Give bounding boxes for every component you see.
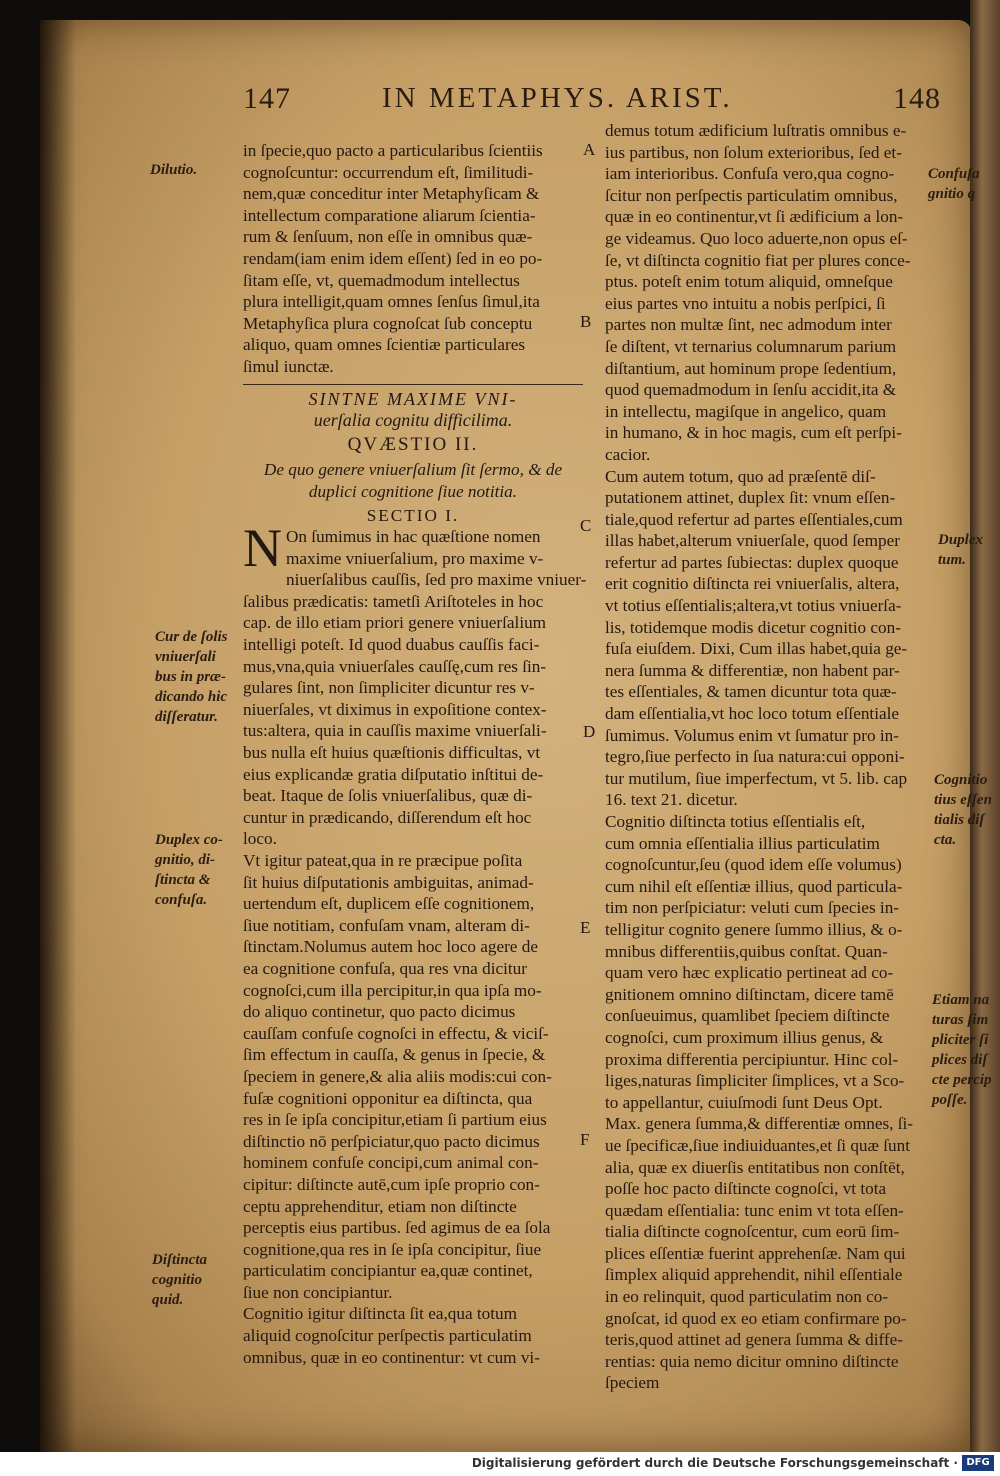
marginal-gloss-right-2 <box>938 530 983 570</box>
gloss-line: dicando hic <box>155 689 228 705</box>
page-number-left: 147 <box>243 82 291 115</box>
text-line: eius explicandæ gratia diſputatio inſtitui de- <box>243 764 544 784</box>
left-column-opening <box>243 140 583 378</box>
text-line: tialia diſtincte cognoſcentur, cum eorū ſim- <box>605 1222 900 1242</box>
text-line: niuerſalibus cauſſis, ſed pro maxime vniuer- <box>286 570 587 590</box>
text-line: partes non multæ ſint, nec admodum inter <box>605 315 892 335</box>
question-title-line1: SINTNE MAXIME VNI- <box>308 388 518 409</box>
text-line: ue ſpecificæ,ſiue indiuiduantes,et ſi quæ ſunt <box>605 1135 911 1155</box>
initial-line: maxime vniuerſalium, pro maxime v- <box>286 548 544 568</box>
text-line: putationem attinet, duplex ſit: vnum eſſen- <box>605 488 896 508</box>
gloss-line: poſſe. <box>932 1092 968 1108</box>
text-line: cap. de illo etiam priori genere vniuerſalium <box>243 613 547 633</box>
gloss-line: ſtincta & <box>155 872 211 888</box>
text-line: telligitur cognito genere ſummo illius, & o- <box>605 919 903 939</box>
gloss-line: confuſa. <box>155 892 208 908</box>
gloss-line: Diſtincta <box>152 1252 207 1268</box>
text-line: cipitur: diſtincte autē,cum ipſe proprio con- <box>243 1174 540 1194</box>
section-marker-e: E <box>580 918 591 937</box>
text-line: gnitionem omnino diſtinctam, dicere tamē <box>605 984 894 1004</box>
text-line: proxima differentia percipiuntur. Hinc col- <box>605 1049 899 1069</box>
gloss-line: Duplex <box>938 532 983 548</box>
text-line: plices eſſentiæ fuerint apprehenſæ. Nam qui <box>605 1243 906 1263</box>
text-line: mus,vna,quia vniuerſales cauſſę,cum res ſin- <box>243 656 547 676</box>
text-line: tus:altera, quia in cauſſis maxime vniuerſali- <box>243 721 547 741</box>
text-line: ius partibus, non ſolum exterioribus, ſed et- <box>605 142 902 162</box>
gloss-line: tum. <box>938 552 966 568</box>
text-line: alia, quæ ex diuerſis entitatibus non conſtēt, <box>605 1157 905 1177</box>
text-line: cognitione,qua res in ſe ipſa concipitur, ſiue <box>243 1239 542 1259</box>
text-line: Max. genera ſumma,& differentiæ omnes, ſi- <box>605 1114 914 1134</box>
text-line: diſtantium, aut hominum prope ſedentium, <box>605 358 897 378</box>
section-marker-f: F <box>580 1130 590 1149</box>
gloss-line: cta. <box>934 832 957 848</box>
text-line: fuſæ cognitioni opponitur ea diſtincta, qua <box>243 1088 533 1108</box>
text-line: perceptis eius partibus. ſed agimus de ea ſola <box>243 1218 551 1238</box>
text-line: hominem confuſe concipi,cum animal con- <box>243 1153 539 1173</box>
gloss-line: turas ſim <box>932 1012 989 1028</box>
marginal-gloss-right-4 <box>932 990 992 1110</box>
section-marker-a: A <box>583 140 596 159</box>
text-line: aliquid cognoſcitur perſpectis particulatim <box>243 1326 532 1346</box>
text-line: cognoſcuntur: occurrendum eſt, ſimilitudi- <box>243 162 534 182</box>
section-marker-c: C <box>580 516 592 535</box>
gloss-line: tius eſſen <box>934 792 992 808</box>
text-line: in intellectu, magiſque in angelico, quam <box>605 401 887 421</box>
text-line: to appellantur, cuiuſmodi ſunt Deus Opt. <box>605 1092 883 1112</box>
marginal-gloss-left-4 <box>152 1250 207 1310</box>
text-line: refertur ad partes ſubiectas: duplex quoque <box>605 552 899 572</box>
text-line: in eo relinquit, quod particulatim non co- <box>605 1287 889 1307</box>
text-line: Cum autem totum, quo ad præſentē diſ- <box>605 466 876 486</box>
question-title-line2: uerſalia cognitu difficilima. <box>313 410 513 431</box>
text-line: intelligi poteſt. Id quod duabus cauſſis faci- <box>243 635 540 655</box>
text-line: tur mutilum, ſiue imperfectum, vt 5. lib. cap <box>605 768 908 788</box>
gloss-line: bus in præ- <box>155 669 226 685</box>
text-line: quod quemadmodum in ſenſu accidit,ita & <box>605 380 897 400</box>
text-line: ſumimus. Volumus enim vt ſumatur pro in- <box>605 725 899 745</box>
section-heading: SECTIO I. <box>366 505 460 525</box>
text-line: poſſe hoc pacto diſtincte cognoſci, vt tota <box>605 1179 887 1199</box>
gloss-line: quid. <box>152 1292 184 1308</box>
text-line: liges,naturas ſimpliciter ſimplices, vt a Sco- <box>605 1071 905 1091</box>
drop-capital: N <box>243 518 282 579</box>
text-line: cum omnia eſſentialia illius particulatim <box>605 833 880 853</box>
text-line: tim non perſpiciatur: veluti cum ſpecies in- <box>605 898 900 918</box>
text-line: teris,quod attinet ad genera ſumma & diffe- <box>605 1330 903 1350</box>
text-line: cognoſci,cum illa percipitur,in qua ipſa mo- <box>243 980 542 1000</box>
section-marker-b: B <box>580 312 592 331</box>
text-line: omnibus, quæ in eo continentur: vt cum vi- <box>243 1347 540 1367</box>
text-line: ſiue non concipiantur. <box>243 1282 393 1302</box>
text-line: ptus. poteſt enim totum aliquid, omneſque <box>605 272 893 292</box>
gloss-line: diſſeratur. <box>155 709 218 725</box>
text-line: ſiue notitiam, confuſam vnam, alteram di- <box>243 915 530 935</box>
marginal-gloss-right-3 <box>934 770 992 850</box>
marginal-gloss-left-1 <box>150 160 197 180</box>
text-line: cuntur in prædicando, diſſerendum eſt hoc <box>243 807 532 827</box>
text-line: gulares ſint, non ſimpliciter dicuntur res v- <box>243 678 535 698</box>
text-line: diſtinctio nō perſpiciatur,quo pacto dicimus <box>243 1131 540 1151</box>
text-line: beat. Itaque de ſolis vniuerſalibus, quæ di- <box>243 786 533 806</box>
text-line: in humano, & in hoc magis, cum eſt perſpi- <box>605 423 902 443</box>
spine-shadow <box>40 20 76 1452</box>
marginal-gloss-right-1 <box>928 164 980 204</box>
text-line: in ſpecie,quo pacto a particularibus ſcientiis <box>243 141 543 160</box>
gloss-line: Cur de ſolis <box>155 629 228 645</box>
text-line: fuſa eiuſdem. Dixi, Cum illas habet,quia ge- <box>605 639 908 659</box>
gloss-line: Cognitio <box>934 772 988 788</box>
text-line: rum & ſenſuum, non eſſe in omnibus quæ- <box>243 227 533 247</box>
text-line: tegro,ſiue perfecto in ſua natura:cui opponi- <box>605 747 905 767</box>
initial-block <box>243 518 583 579</box>
text-line: ge videamus. Quo loco aduerte,non opus eſ- <box>605 228 908 248</box>
text-line: uertendum eſt, duplicem eſſe cognitionem, <box>243 894 535 914</box>
footer-credit: Digitalisierung gefördert durch die Deutsche Forschungsgemeinschaft · <box>471 1456 958 1470</box>
text-line: mnibus differentiis,quibus conſtat. Quan- <box>605 941 888 961</box>
gloss-line: Duplex co- <box>155 832 223 848</box>
question-subtitle-line2: duplici cognitione ſiue notitia. <box>308 481 518 501</box>
gloss-line: tialis diſ <box>934 812 985 828</box>
gloss-line: Etiam na <box>932 992 990 1008</box>
running-title: IN METAPHYS. ARIST. <box>382 82 733 114</box>
text-line: niuerſales, vt diximus in expoſitione contex- <box>243 699 547 719</box>
text-line: 16. text 21. dicetur. <box>605 790 738 810</box>
text-line: ſtinctam.Nolumus autem hoc loco agere de <box>243 937 538 957</box>
text-line: dam eſſentialia,vt hoc loco totum eſſentiale <box>605 704 900 724</box>
text-line: do aliquo continetur, quo pacto dicimus <box>243 1002 516 1022</box>
text-line: cum nihil eſt eſſentiæ illius, quod particula- <box>605 876 903 896</box>
text-line: cacior. <box>605 444 651 464</box>
text-line: ſimul iunctæ. <box>243 356 334 376</box>
right-text-column <box>605 120 935 1394</box>
marginal-gloss-left-2 <box>155 627 228 727</box>
text-line: quam vero hæc explicatio pertineat ad co- <box>605 963 894 983</box>
gloss-line: cognitio <box>152 1272 203 1288</box>
text-line: ſimplex aliquid apprehendit, nihil eſſentiale <box>605 1265 903 1285</box>
text-line: plura intelligit,quam omnes ſenſus ſimul,ita <box>243 292 540 312</box>
section-marker-d: D <box>583 722 596 741</box>
gloss-line: plices diſ <box>932 1052 988 1068</box>
text-line: intellectum comparatione aliarum ſcientia- <box>243 205 536 225</box>
text-line: res in ſe ipſa concipitur,etiam ſi partium eius <box>243 1110 547 1130</box>
text-line: ſit huius diſputationis ambiguitas, animad- <box>243 872 534 892</box>
text-line: loco. <box>243 829 277 849</box>
text-line: cognoſcuntur,ſeu (quod idem eſſe volumus) <box>605 855 902 875</box>
text-line: ſe diſtent, vt ternarius columnarum parium <box>605 336 897 356</box>
question-subtitle-line1: De quo genere vniuerſalium ſit ſermo, & de <box>263 460 563 480</box>
text-line: cognoſci, cum proximum illius genus, & <box>605 1027 884 1047</box>
gloss-line: gnitio q <box>928 186 976 202</box>
divider-rule <box>243 384 583 385</box>
text-line: cauſſam confuſe cognoſci in effectu, & viciſ- <box>243 1023 549 1043</box>
text-line: tes eſſentiales, & tamen dicuntur tota quæ- <box>605 682 897 702</box>
left-column-body <box>243 569 587 1368</box>
text-line: ſim effectum in cauſſa, & genus in ſpecie, & <box>243 1045 546 1065</box>
text-line: ſalibus prædicatis: tametſi Ariſtoteles in hoc <box>243 591 544 611</box>
question-number: QVÆSTIO II. <box>347 433 479 455</box>
text-line: nem,quæ conceditur inter Metaphyſicam & <box>243 184 540 204</box>
text-line: erit cognitio diſtincta rei vniuerſalis, altera, <box>605 574 900 594</box>
initial-line: On ſumimus in hac quæſtione nomen <box>286 527 541 547</box>
text-line: demus totum ædificium luſtratis omnibus e- <box>605 121 907 140</box>
text-line: vt totius eſſentialis;altera,vt totius vniuerſa- <box>605 596 902 616</box>
text-line: Metaphyſica plura cognoſcat ſub conceptu <box>243 313 533 333</box>
text-line: iam interioribus. Confuſa vero,qua cogno- <box>605 164 895 184</box>
gloss-line: cte percip <box>932 1072 992 1088</box>
text-line: rendam(iam enim idem eſſent) ſed in eo po- <box>243 248 543 268</box>
text-line: ſe, vt diſtincta cognitio fiat per plures conce- <box>605 250 911 270</box>
text-line: lis, totidemque modis dicetur cognitio con- <box>605 617 901 637</box>
text-line: quæ in eo continentur,vt ſi ædificium a lon- <box>605 207 904 227</box>
text-line: particulatim concipiantur ea,quæ continet, <box>243 1261 533 1281</box>
text-line: bus nulla eſt huius quæſtionis difficultas, vt <box>243 743 541 763</box>
gloss-line: pliciter ſi <box>932 1032 989 1048</box>
page-fore-edge <box>970 0 1000 1452</box>
text-line: Cognitio diſtincta totius eſſentialis eſt, <box>605 812 866 831</box>
gloss-line: gnitio, di- <box>155 852 216 868</box>
page-number-right: 148 <box>893 82 941 115</box>
text-line: gnoſcat, id quod ex eo etiam confirmare po- <box>605 1308 907 1328</box>
gloss-line: vniuerſali <box>155 649 216 665</box>
text-line: Vt igitur pateat,qua in re præcipue poſita <box>243 851 523 870</box>
text-line: Cognitio igitur diſtincta ſit ea,qua totum <box>243 1304 518 1324</box>
text-line: ſcitur non perſpectis particulatim omnibus, <box>605 185 898 205</box>
text-line: ea cognitione confuſa, qua res vna dicitur <box>243 958 527 978</box>
text-line: tiale,quod refertur ad partes eſſentiales,cum <box>605 509 903 529</box>
gloss-line: Confuſa <box>928 166 980 182</box>
text-line: illas habet,alterum vniuerſale, quod ſemper <box>605 531 900 551</box>
dfg-logo: DFG <box>962 1455 994 1471</box>
text-line: eius partes vno intuitu a nobis perſpici, ſi <box>605 293 886 313</box>
text-line: ſpeciem <box>605 1373 660 1393</box>
text-line: quædam eſſentialia: tunc enim vt tota eſſen- <box>605 1200 904 1220</box>
text-line: rentias: quia nemo dicitur omnino diſtincte <box>605 1351 899 1371</box>
left-text-column <box>243 140 587 1368</box>
text-line: ſitam eſſe, vt, quemadmodum intellectus <box>243 270 520 290</box>
gloss-line: Dilutio. <box>150 162 198 178</box>
marginal-gloss-left-3 <box>155 830 223 910</box>
text-line: aliquo, quam omnes ſcientiæ particulares <box>243 335 526 355</box>
text-line: nera ſumma & differentiæ, non habent par- <box>605 660 900 680</box>
text-line: ſpeciem in genere,& alia aliis modis:cui con- <box>243 1066 552 1086</box>
text-line: conſueuimus, quamlibet ſpeciem diſtincte <box>605 1006 890 1026</box>
text-line: ceptu apprehenditur, etiam non diſtincte <box>243 1196 517 1216</box>
